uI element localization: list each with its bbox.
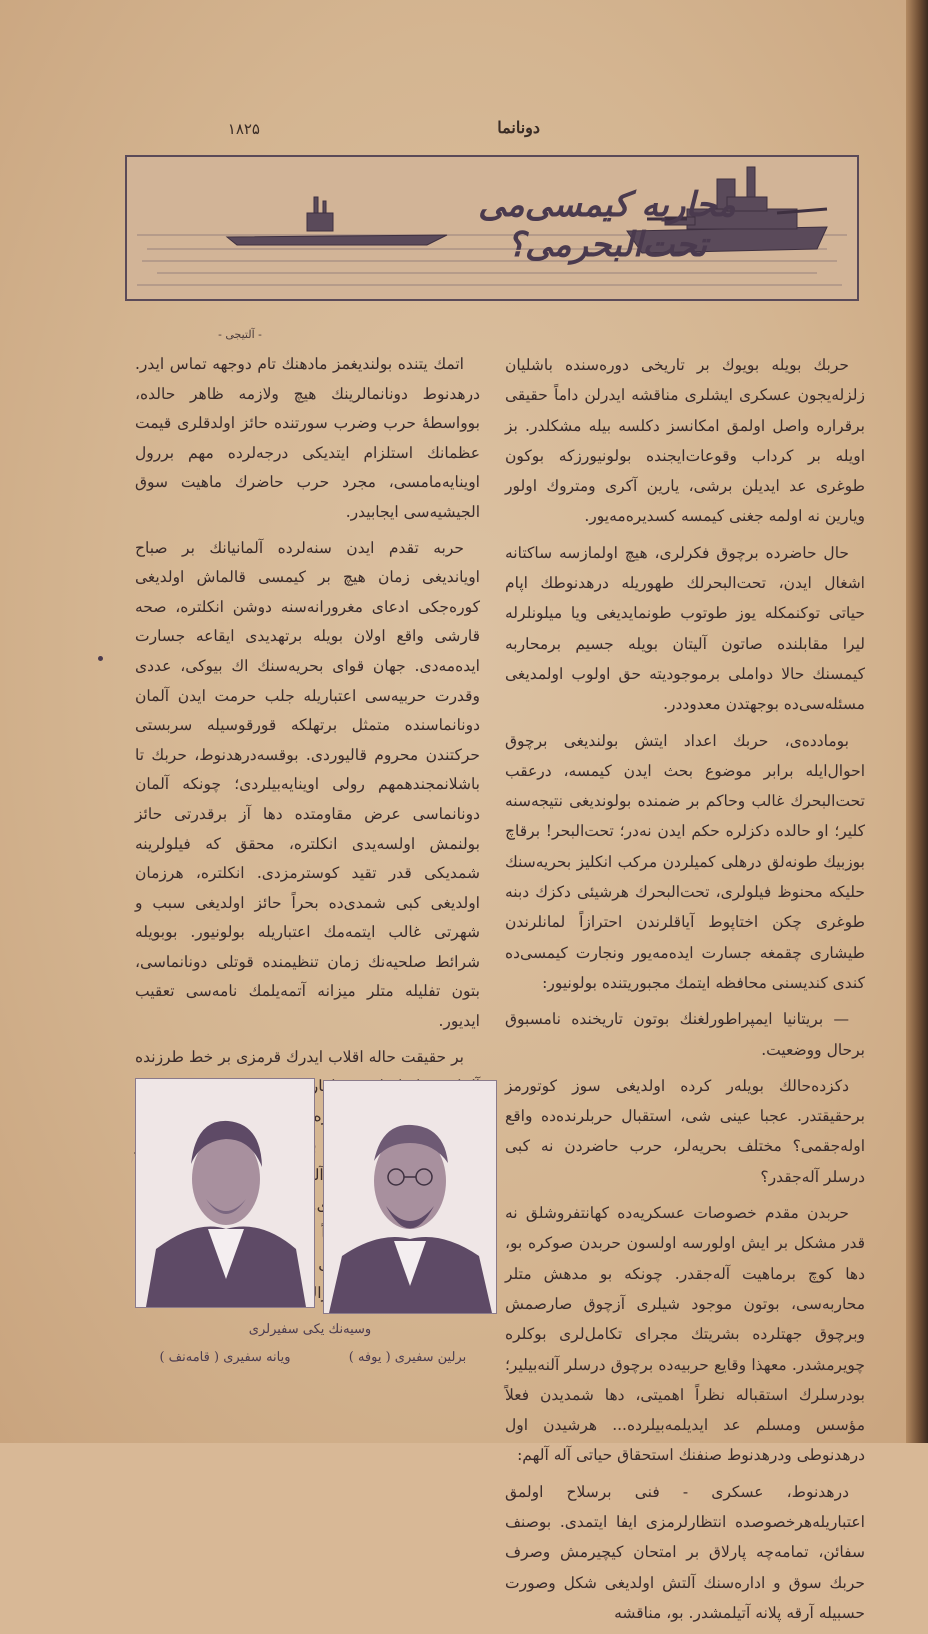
article-banner: [125, 155, 859, 301]
right-column: [505, 350, 865, 1634]
right-paragraph-2: حال حاضرده برچوق فكرلری، هيچ اولمازسه ساكتانه اشغال ايدن، تحت‌البحرلك طهوريله درهدنوطك اپام حياتی توكنمكله يوز طوتوب طونمايديغی ويا ميلونلرله ليرا مقابلنده صاتون آليتان بويله جسيم برمحاربه كيمسنك حالا دواملی برموجوديته حق اولوب اولمديغی مسئله‌سی‌ده بوجهتدن معدوددر.: [505, 543, 865, 714]
right-paragraph-3: بومادده‌ی، حربك اعداد ايتش بولنديغی برچوق احوال‌ايله برابر موضوع بحث ايدن كيمسه، درعقب تحت‌البحرك غالب وحاكم بر ضمنده بولونديغی نتيجه‌سنه كلير؛ او حالده دكزلره حكم ايدن نه‌در؛ تحت‌البحر! برقاچ بوزبيك طونه‌لق درهلی كميلردن مركب انكليز بحريه‌سنك حليكه محنوظ فيلولری، تحت‌البحرك هرشيئی دكزك دبنه طوغری چكن اختاپوط آياقلرندن احترازاً لمانلرندن طيشاری چقمغه جسارت ايده‌مه‌يور ونجارت كيمسی‌ده كندی كنديسنی محافظه ايتمك مجبوريتنده بولونيور:: [505, 731, 865, 992]
portrait-vienna-ambassador: [135, 1078, 315, 1308]
left-paragraph-3: بر حقيقت حاله اقلاب ايدرك قرمزی بر خط طرزنده: [135, 1047, 464, 1066]
page-number: ۱۸۲۵: [227, 120, 260, 138]
right-paragraph-6: حربدن مقدم خصوصات عسكريه‌ده كهانتفروشلق نه قدر مشكل بر ايش اولورسه اولسون حربدن صوكره بو، دها كوچ برماهيت آله‌جقدر. چونكه بو مدهش متلر محاربه‌سی، بوتون موجود شيلری آزچوق صارصمش وبرچوق جهتلرده بشريتك مجرای تكامل‌لری بوكلره چويرمشدر. معهذا وقايع حربيه‌ده برچوق درسلر آلنه‌بيلير؛ بودرسلرك استقباله نظراً اهميتی، دها شمديدن فعلاً مؤسس ومسلم عد ايديلمه‌بيلرده... هرشيدن اول درهدنوطی ودرهدنوط صنفنك استحقاق حياتی آله آلهم:: [505, 1204, 865, 1465]
right-paragraph-5: دكزده‌حالك بويله‌ر كرده اولديغی سوز كوتورمز برحقيقتدر. عجبا عينی شی، استقبال حربلرنده‌ده واقع اوله‌جقمی؟ مختلف بحريه‌لر، حرب حاضردن نه كبی درسلر آله‌جقدر؟: [505, 1076, 865, 1186]
continued-label: - آلتیجی -: [218, 328, 262, 341]
portrait-photo-right: [324, 1081, 496, 1313]
banner-title: محاربه کیمسی‌می تحت‌البحرمی؟: [478, 185, 736, 265]
right-paragraph-4: — بريتانيا ايمپراطورلغنك بوتون تاريخنده نامسبوق برحال ووضعيت.: [505, 1010, 865, 1059]
portrait-left-caption: ويانه سفيری ( قامه‌نف ): [159, 1350, 291, 1365]
portrait-photo-left: [136, 1079, 314, 1307]
left-paragraph-2: حربه تقدم ايدن سنه‌لرده آلمانيانك بر صباح اويانديغی زمان هيچ بر كيمسی قالماش اولديغی كوره‌جكی ادعای مغرورانه‌سنه دوشن انكلتره، صحه قارشی واقع اولان بويله برتهديدی ايقاعه جسارت ايده‌مه‌دی. جهان قوای بحريه‌سنك اك بيوكی، عددی وقدرت حربيه‌سی اعتباريله جلب حرمت ايدن آلمان دونانماسنده متمثل برتهلكه قورقوسيله سربستی حركتندن محروم قاليوردی. بوقسه‌درهدنوط، حربك تا باشلانمجندهمهم رولی اوينايه‌بيلردی؛ چونكه آلمان دونانماسی عرض مقاومتده دها آز برقدرتی حائز بولنمش اولسه‌يدی انكلتره، محقق كه فيلولرينه شمديكی قدر تقيد كوسترمزدی. انكلتره، هرزمان اولديغی كبی شمدی‌ده بحراً حائز اولديغی سبب و شهرتی غالب ايتمه‌مك اعتباريله بولونيور. بوبويله شرائط صلحيه‌نك زمان تنظيمنده قوتلی دونانماسی، بتون تفليله متلر ميزانه آتمه‌يلمك نامه‌سی تعقيب ايديور.: [135, 538, 480, 1031]
right-paragraph-7: درهدنوط، عسكری - فنی برسلاح اولمق اعتباريله‌هرخصوصده انتظارلرمزی ايفا ايتمدی. بوصنف سفائن، تمامه‌چه پارلاق بر امتحان كيچيرمش وصرف حربك سوق و اداره‌سنك آلتش اولديغی شكل وصورت حسبيله آرقه پلانه آتيلمشدر. بو، مناقشه: [505, 1482, 865, 1622]
margin-mark: [98, 656, 103, 661]
portrait-right-caption: برلين سفيری ( يوفه ): [348, 1350, 467, 1365]
right-paragraph-1: حربك بويله بويوك بر تاريخی دوره‌سنده باشليان زلزله‌يجون عسكری ايشلری مناقشه ايدرلن داماً حقيقی برقراره واصل اولمق امكانسز دكلسه بيله مشكلدر. بز اويله بر كرداب وقوعات‌ايجنده بولونيورزكه بوكون طوغری عد ايديلن برشی، يارين آكری ومتروك اولور ويارين نه اولمه جغنی كيمسه كسديره‌مه‌يور.: [505, 356, 865, 526]
binding-spine: [906, 0, 928, 1443]
portrait-berlin-ambassador: [323, 1080, 497, 1314]
magazine-title: دونانما: [497, 118, 540, 137]
left-paragraph-1: اتمك يتنده بولنديغمز مادهنك تام دوجهه تماس ايدر. درهدنوط دونانمالرينك هيچ ولازمه ظاهر حالده، بوواسطهٔ حرب وضرب سورتنده حائز اولدقلری قيمت عظمانك استلزام ايتديكی درجه‌لرده مهم بررول اوينايه‌مامسی، مجرد حرب حاضرك ماهيت سوق الجيشيه‌سی ايجابيدر.: [135, 355, 480, 521]
portraits-main-caption: وسيه‌نك يكی سفيرلری: [248, 1322, 372, 1337]
page-header: [150, 118, 870, 142]
